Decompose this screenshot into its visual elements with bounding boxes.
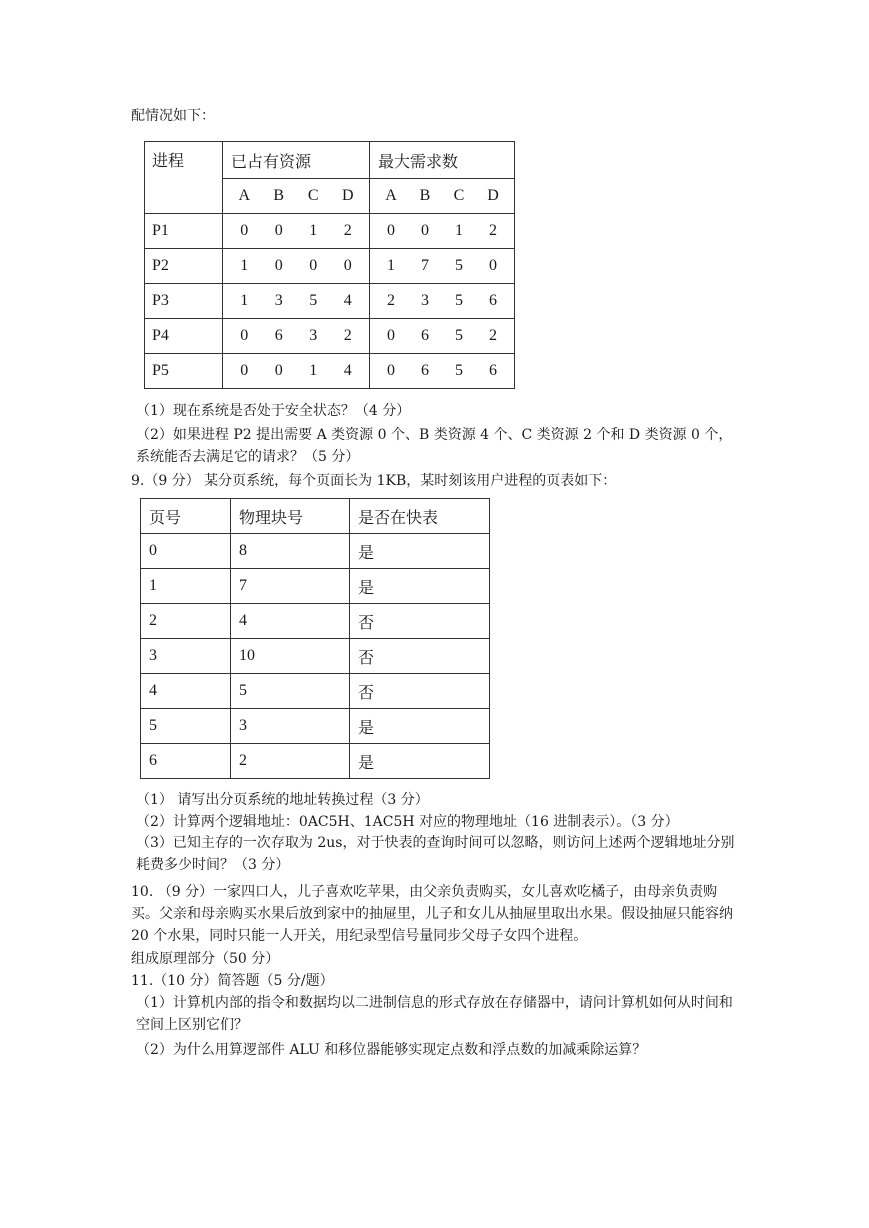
table-row (141, 534, 490, 569)
value: 0 (387, 222, 395, 239)
table-row (145, 319, 515, 354)
value: 5 (309, 292, 318, 309)
resource-letter: C (453, 187, 465, 204)
value: 0 (309, 257, 318, 274)
page-table (140, 498, 490, 779)
table-row (141, 709, 490, 744)
page-number: 3 (141, 639, 231, 674)
value: 1 (387, 257, 395, 274)
resource-letter: C (307, 187, 319, 204)
in-tlb: 否 (350, 639, 490, 674)
value: 0 (489, 257, 497, 274)
q11-sub1: （1）计算机内部的指令和数据均以二进制信息的形式存放在存储器中，请问计算机如何从时间和空间上区别它们？ (136, 995, 733, 1033)
max-cell (370, 214, 515, 249)
value: 0 (274, 362, 283, 379)
resource-letter: A (385, 187, 397, 204)
value: 7 (421, 257, 429, 274)
table-row (145, 249, 515, 284)
table-row (145, 214, 515, 249)
allocated-cell (223, 354, 370, 389)
q9-sub1: （1） 请写出分页系统的地址转换过程（3 分） (136, 792, 429, 808)
q9-stem: 9.（9 分） 某分页系统，每个页面长为 1KB，某时刻该用户进程的页表如下： (131, 473, 617, 489)
value: 6 (489, 292, 497, 309)
allocated-cell (223, 214, 370, 249)
resource-letter: D (341, 187, 354, 204)
value: 3 (421, 292, 429, 309)
header-process: 进程 (145, 142, 223, 214)
resource-letter: B (419, 187, 431, 204)
value: 2 (343, 327, 352, 344)
in-tlb: 是 (350, 534, 490, 569)
process-name: P2 (145, 249, 223, 284)
resource-allocation-table (144, 141, 515, 389)
max-cell (370, 249, 515, 284)
value: 6 (421, 327, 429, 344)
frame-number: 5 (231, 674, 350, 709)
value: 6 (274, 327, 283, 344)
value: 0 (274, 257, 283, 274)
table-row (141, 674, 490, 709)
table-row (145, 354, 515, 389)
q9-sub2: （2）计算两个逻辑地址：0AC5H、1AC5H 对应的物理地址（16 进制表示）。（3 分） (136, 814, 679, 830)
q11-sub2: （2）为什么用算逻部件 ALU 和移位器能够实现定点数和浮点数的加减乘除运算？ (136, 1042, 647, 1058)
allocated-cell (223, 284, 370, 319)
max-cell (370, 319, 515, 354)
intro-line: 配情况如下： (131, 108, 215, 124)
value: 2 (489, 327, 497, 344)
value: 4 (343, 292, 352, 309)
table-row (141, 569, 490, 604)
value: 0 (240, 362, 249, 379)
header-frame-number: 物理块号 (231, 499, 350, 534)
allocated-cell (223, 319, 370, 354)
q9-sub3: （3）已知主存的一次存取为 2us，对于快表的查询时间可以忽略，则访问上述两个逻辑地址分别耗费多少时间？（3 分） (136, 835, 735, 873)
resource-letter: D (487, 187, 499, 204)
max-cell (370, 354, 515, 389)
resource-letter: A (238, 187, 251, 204)
value: 1 (309, 362, 318, 379)
max-resource-letters (370, 179, 515, 214)
value: 1 (240, 292, 249, 309)
page-number: 2 (141, 604, 231, 639)
value: 3 (274, 292, 283, 309)
table-row (141, 604, 490, 639)
in-tlb: 是 (350, 709, 490, 744)
value: 5 (455, 327, 463, 344)
process-name: P1 (145, 214, 223, 249)
value: 0 (387, 327, 395, 344)
value: 6 (421, 362, 429, 379)
value: 5 (455, 257, 463, 274)
table-row (145, 284, 515, 319)
max-cell (370, 284, 515, 319)
q11-stem: 11.（10 分）简答题（5 分/题） (131, 973, 334, 989)
section-title: 组成原理部分（50 分） (131, 951, 280, 967)
in-tlb: 是 (350, 569, 490, 604)
process-name: P4 (145, 319, 223, 354)
process-name: P5 (145, 354, 223, 389)
page-number: 5 (141, 709, 231, 744)
page-number: 4 (141, 674, 231, 709)
value: 3 (309, 327, 318, 344)
value: 4 (343, 362, 352, 379)
value: 2 (387, 292, 395, 309)
table-row (141, 744, 490, 779)
q10-text: 10. （9 分）一家四口人，儿子喜欢吃苹果，由父亲负责购买，女儿喜欢吃橘子，由母亲负责购买。父亲和母亲购买水果后放到家中的抽屉里，儿子和女儿从抽屉里取出水果。假设抽屉只能容纳 20 个水果，同时只能一人开关，用纪录型信号量同步父母子女四个进程。 (131, 884, 733, 944)
value: 6 (489, 362, 497, 379)
header-max: 最大需求数 (370, 142, 515, 179)
value: 0 (240, 327, 249, 344)
value: 0 (387, 362, 395, 379)
in-tlb: 是 (350, 744, 490, 779)
value: 1 (455, 222, 463, 239)
table-row (141, 639, 490, 674)
value: 2 (343, 222, 352, 239)
q8-sub2: （2）如果进程 P2 提出需要 A 类资源 0 个、B 类资源 4 个、C 类资源 2 个和 D 类资源 0 个，系统能否去满足它的请求？（5 分） (136, 427, 733, 465)
q8-sub1: （1）现在系统是否处于安全状态？（4 分） (136, 403, 411, 419)
frame-number: 10 (231, 639, 350, 674)
value: 0 (240, 222, 249, 239)
process-name: P3 (145, 284, 223, 319)
resource-letter: B (273, 187, 285, 204)
value: 0 (343, 257, 352, 274)
value: 1 (309, 222, 318, 239)
allocated-cell (223, 249, 370, 284)
value: 0 (274, 222, 283, 239)
frame-number: 3 (231, 709, 350, 744)
value: 5 (455, 362, 463, 379)
page-number: 1 (141, 569, 231, 604)
value: 1 (240, 257, 249, 274)
table-header-row (141, 499, 490, 534)
frame-number: 8 (231, 534, 350, 569)
page-number: 0 (141, 534, 231, 569)
value: 5 (455, 292, 463, 309)
in-tlb: 否 (350, 604, 490, 639)
header-in-tlb: 是否在快表 (350, 499, 490, 534)
frame-number: 2 (231, 744, 350, 779)
header-allocated: 已占有资源 (223, 142, 370, 179)
in-tlb: 否 (350, 674, 490, 709)
frame-number: 7 (231, 569, 350, 604)
header-page-number: 页号 (141, 499, 231, 534)
value: 2 (489, 222, 497, 239)
page-number: 6 (141, 744, 231, 779)
allocated-resource-letters (223, 179, 370, 214)
value: 0 (421, 222, 429, 239)
frame-number: 4 (231, 604, 350, 639)
